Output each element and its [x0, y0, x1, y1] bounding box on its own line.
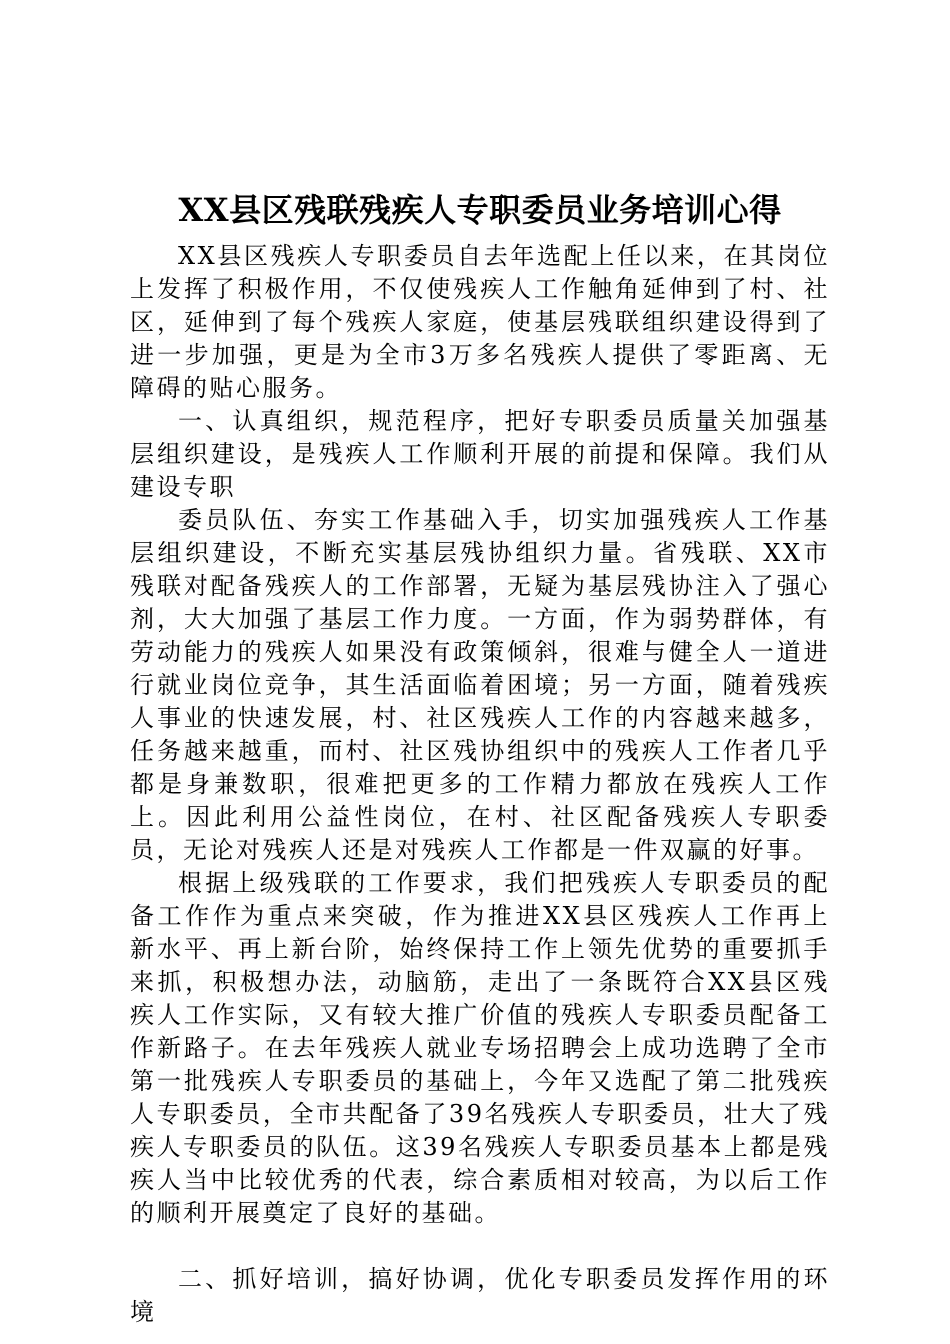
paragraph-section-one-staffing: 根据上级残联的工作要求，我们把残疾人专职委员的配备工作作为重点来突破，作为推进XX县区残疾人工作再上新水平、再上新台阶，始终保持工作上领先优势的重要抓手来抓，积极想办法，动脑筋，走出了一条既符合XX县区残疾人工作实际，又有较大推广价值的残疾人专职委员配备工作新路子。在去年残疾人就业专场招聘会上成功选聘了全市第一批残疾人专职委员的基础上，今年又选配了第二批残疾人专职委员，全市共配备了39名残疾人专职委员，壮大了残疾人专职委员的队伍。这39名残疾人专职委员基本上都是残疾人当中比较优秀的代表，综合素质相对较高，为以后工作的顺利开展奠定了良好的基础。 [130, 869, 830, 1227]
paragraph-spacer [130, 1230, 830, 1263]
document-page [130, 180, 830, 1329]
paragraph-section-one-heading: 一、认真组织，规范程序，把好专职委员质量关加强基层组织建设，是残疾人工作顺利开展的前提和保障。我们从建设专职 [130, 407, 830, 501]
document-title: XX县区残联残疾人专职委员业务培训心得 [178, 191, 782, 229]
paragraph-section-one-body: 委员队伍、夯实工作基础入手，切实加强残疾人工作基层组织建设，不断充实基层残协组织力量。省残联、XX市残联对配备残疾人的工作部署，无疑为基层残协注入了强心剂，大大加强了基层工作力度。一方面，作为弱势群体，有劳动能力的残疾人如果没有政策倾斜，很难与健全人一道进行就业岗位竞争，其生活面临着困境；另一方面，随着残疾人事业的快速发展，村、社区残疾人工作的内容越来越多，任务越来越重，而村、社区残协组织中的残疾人工作者几乎都是身兼数职，很难把更多的工作精力都放在残疾人工作上。因此利用公益性岗位，在村、社区配备残疾人专职委员，无论对残疾人还是对残疾人工作都是一件双赢的好事。 [130, 506, 830, 864]
paragraph-intro: XX县区残疾人专职委员自去年选配上任以来，在其岗位上发挥了积极作用，不仅使残疾人工作触角延伸到了村、社区，延伸到了每个残疾人家庭，使基层残联组织建设得到了进一步加强，更是为全市3万多名残疾人提供了零距离、无障碍的贴心服务。 [130, 242, 830, 402]
paragraph-section-two-heading: 二、抓好培训，搞好协调，优化专职委员发挥作用的环境 [130, 1265, 830, 1326]
